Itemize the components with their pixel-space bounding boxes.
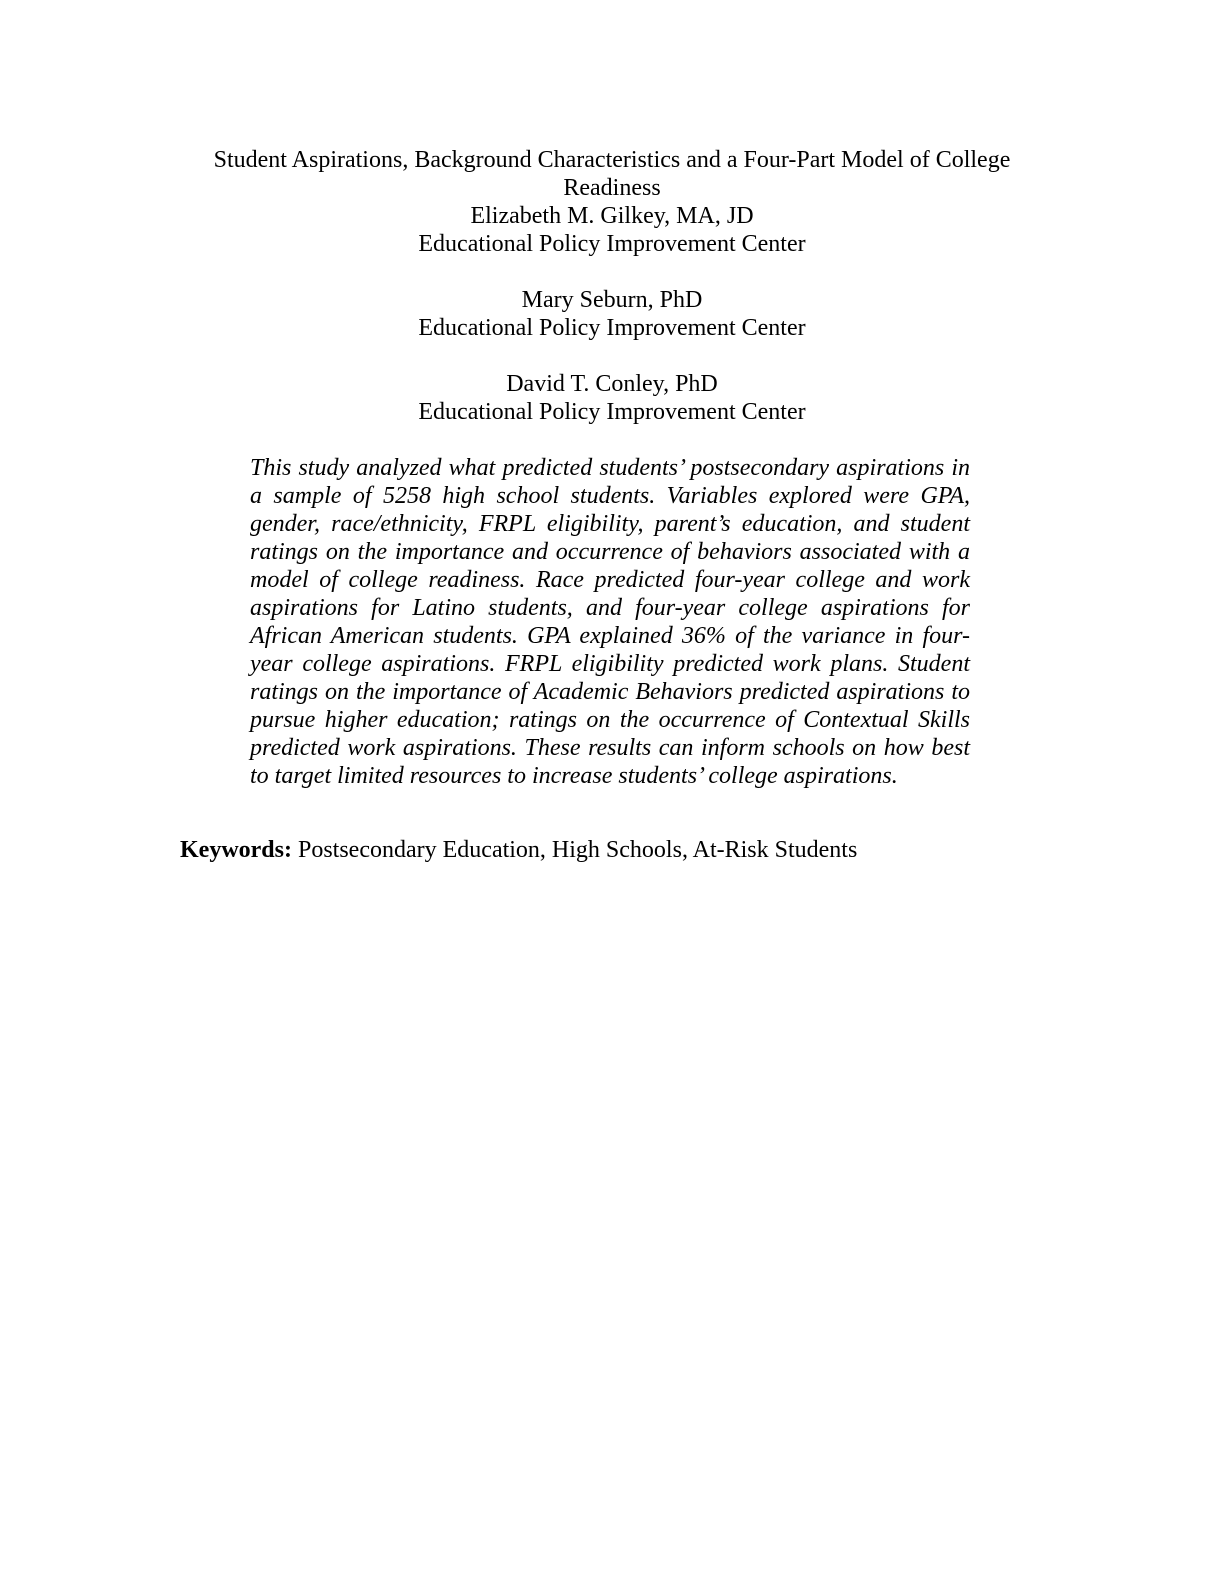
keywords-text: Postsecondary Education, High Schools, At-Risk Students [291,837,858,863]
abstract-line: a sample of 5258 high school students. Variables explored were GPA, [250,483,970,509]
abstract-line: aspirations for Latino students, and four-year college aspirations for [250,595,970,621]
abstract-line: This study analyzed what predicted students’ postsecondary aspirations in [250,455,970,481]
author-affiliation: Educational Policy Improvement Center [418,315,806,341]
abstract-line: African American students. GPA explained 36% of the variance in four- [250,623,970,649]
abstract-line: ratings on the importance and occurrence of behaviors associated with a [250,539,970,565]
abstract [250,454,970,790]
author-name: David T. Conley, PhD [506,371,718,397]
abstract-line: ratings on the importance of Academic Behaviors predicted aspirations to [250,679,970,705]
abstract-line: to target limited resources to increase students’ college aspirations. [250,763,898,789]
keywords-label: Keywords: [180,837,292,863]
abstract-line: pursue higher education; ratings on the occurrence of Contextual Skills [250,707,970,733]
author-name: Mary Seburn, PhD [521,287,703,313]
author-name: Elizabeth M. Gilkey, MA, JD [470,203,754,229]
abstract-line: gender, race/ethnicity, FRPL eligibility, parent’s education, and student [250,511,970,537]
author-affiliation: Educational Policy Improvement Center [418,231,806,257]
author-block [180,370,1044,426]
abstract-line: year college aspirations. FRPL eligibility predicted work plans. Student [250,651,970,677]
abstract-line: predicted work aspirations. These results can inform schools on how best [250,735,970,761]
abstract-line: model of college readiness. Race predicted four-year college and work [250,567,970,593]
author-affiliation: Educational Policy Improvement Center [418,399,806,425]
title-block [180,146,1044,258]
paper-title-line-2: Readiness [563,175,661,201]
paper-title-line-1: Student Aspirations, Background Characteristics and a Four-Part Model of College [213,147,1011,173]
keywords-line [180,836,1044,864]
author-block [180,286,1044,342]
